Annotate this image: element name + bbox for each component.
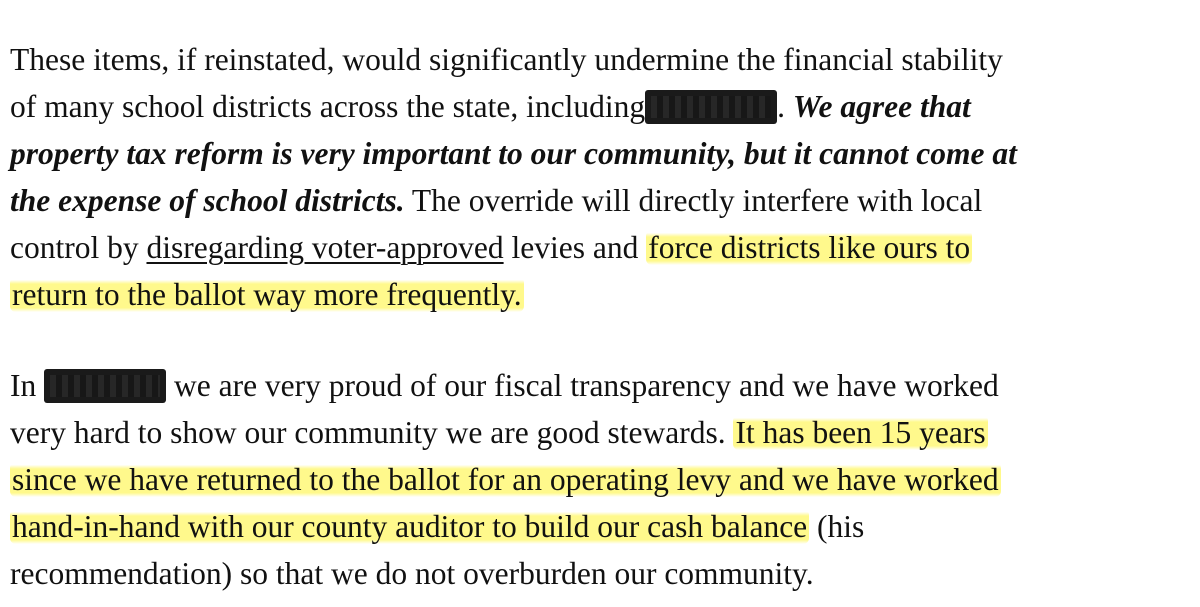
- highlighted-text: hand-in-hand with our county auditor to build our cash balance: [12, 509, 808, 544]
- paragraph-2-line-3: [10, 456, 1180, 503]
- redaction-mark: [44, 369, 166, 403]
- text-segment: In: [10, 368, 45, 403]
- highlighted-text: force districts like ours to: [648, 230, 971, 265]
- paragraph-1-line-6: [10, 271, 1180, 318]
- emphasized-text: the expense of school districts.: [10, 183, 405, 218]
- paragraph-2: [10, 362, 1180, 597]
- text-segment: levies and: [503, 230, 647, 265]
- paragraph-2-line-1: [10, 362, 1180, 409]
- highlighted-text: since we have returned to the ballot for an operating levy and we have worked: [12, 462, 999, 497]
- paragraph-1-line-4: [10, 177, 1180, 224]
- text-segment: very hard to show our community we are good stewards.: [10, 415, 734, 450]
- emphasized-text: We agree that: [792, 89, 971, 124]
- paragraph-2-line-5: recommendation) so that we do not overburden our community.: [10, 556, 814, 591]
- paragraph-1: [10, 36, 1180, 318]
- paragraph-1-line-3: property tax reform is very important to our community, but it cannot come at: [10, 136, 1017, 171]
- highlighted-text: It has been 15 years: [735, 415, 986, 450]
- text-segment: (his: [809, 509, 865, 544]
- text-segment: of many school districts across the state, including: [10, 89, 646, 124]
- text-segment: .: [777, 89, 793, 124]
- paragraph-1-line-2: [10, 83, 1180, 130]
- paragraph-2-line-2: [10, 409, 1180, 456]
- paragraph-1-line-1: These items, if reinstated, would significantly undermine the financial stability: [10, 42, 1003, 77]
- underlined-text: disregarding voter-approved: [146, 230, 504, 265]
- highlighted-text: return to the ballot way more frequently.: [12, 277, 522, 312]
- paragraph-2-line-4: [10, 503, 1180, 550]
- redaction-mark: [645, 90, 777, 124]
- text-segment: we are very proud of our fiscal transparency and we have worked: [166, 368, 999, 403]
- text-segment: control by: [10, 230, 147, 265]
- text-segment: The override will directly interfere with local: [404, 183, 983, 218]
- paragraph-1-line-5: [10, 224, 1180, 271]
